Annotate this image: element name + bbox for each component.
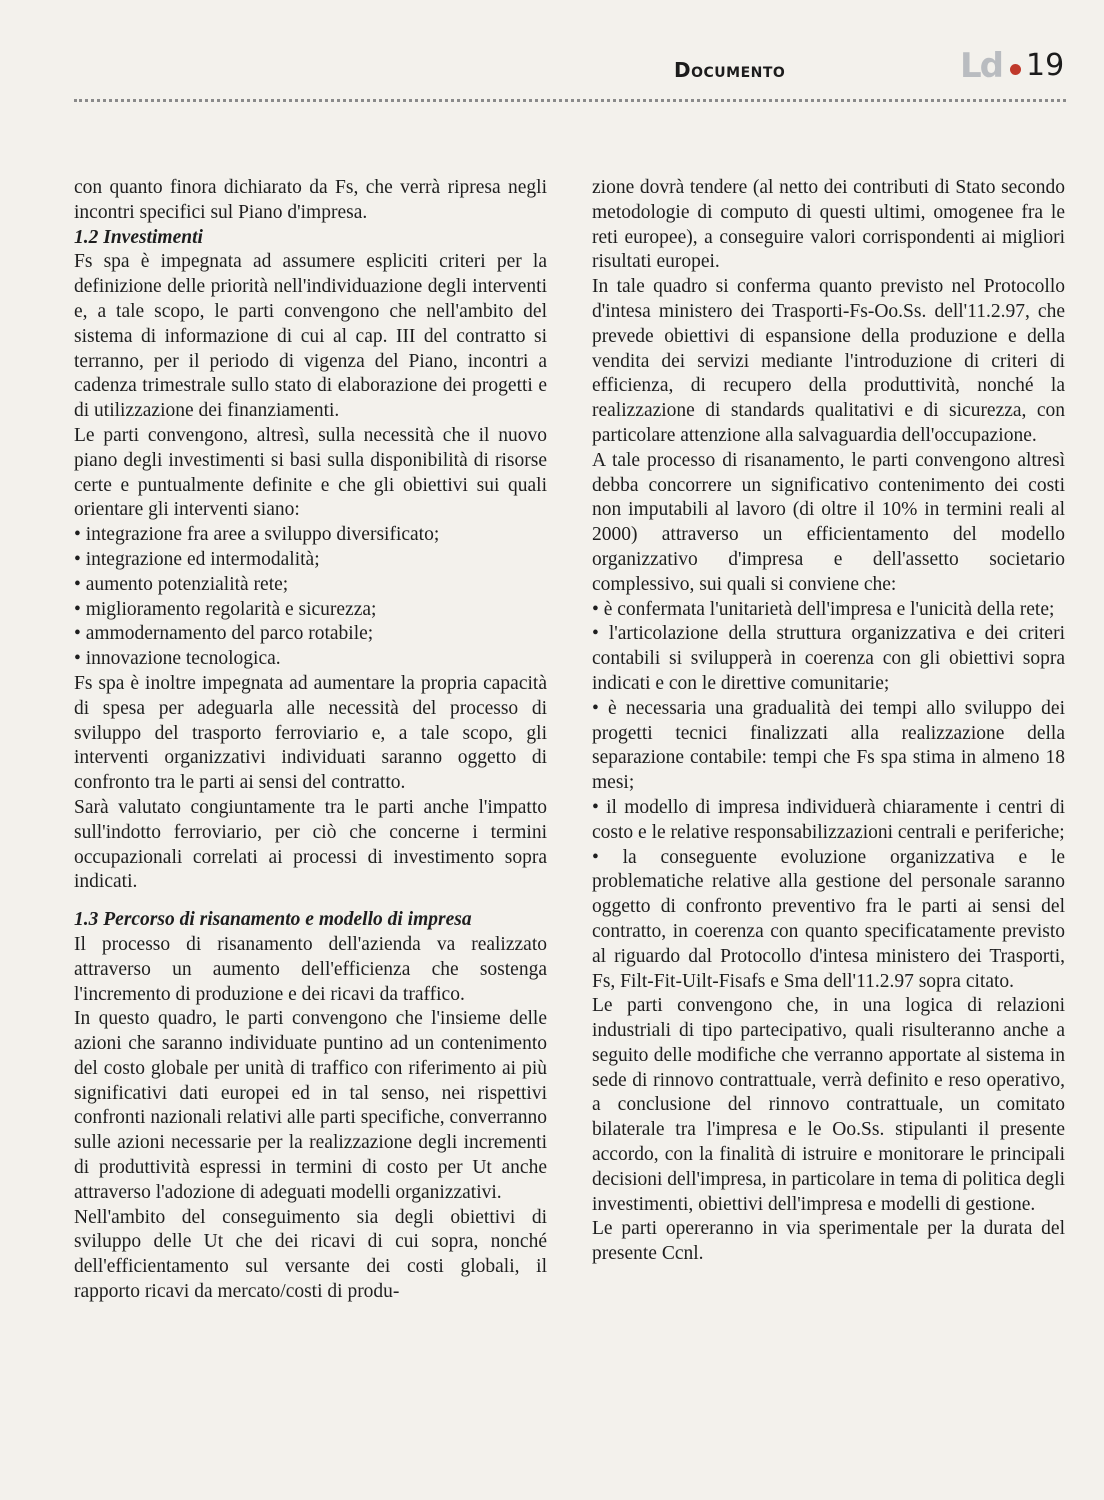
paragraph: Le parti convengono che, in una logica di relazioni industriali di tipo partecipativo, quali risulteranno anche a seguito delle modifiche che verranno apportate al sistema in sede di rinnovo contrattuale, verrà definito e reso operativo, a conclusione del rinnovo contrattuale, un comitato bilaterale tra l'impresa e le Oo.Ss. stipulanti il presente accordo, con la finalità di istruire e monitorare le principali decisioni dell'impresa, in particolare in tema di politica degli investimenti, obiettivi dell'impresa e modelli di gestione. (592, 995, 1065, 1215)
list-item: • aumento potenzialità rete; (74, 573, 547, 598)
list-item: • miglioramento regolarità e sicurezza; (74, 598, 547, 623)
list-item: • l'articolazione della struttura organizzativa e dei criteri contabili si svilupperà in coerenza con gli obiettivi sopra indicati e con le direttive comunitarie; (592, 622, 1065, 696)
page-number: 19 (1026, 48, 1065, 83)
agreement-list (592, 598, 1065, 995)
section-heading-risanamento: 1.3 Percorso di risanamento e modello di impresa (74, 909, 472, 931)
page-header (0, 0, 1104, 110)
list-item: • è confermata l'unitarietà dell'impresa e l'unicità della rete; (592, 598, 1065, 623)
paragraph: A tale processo di risanamento, le parti convengono altresì debba concorrere un significativo contenimento dei costi non imputabili al lavoro (di oltre il 10% in termini reali al 2000) attraverso un efficientamento del modello organizzativo d'impresa e dell'assetto societario complessivo, sui quali si conviene che: (592, 449, 1065, 595)
paragraph: Fs spa è impegnata ad assumere espliciti criteri per la definizione delle priorità nell'individuazione degli interventi e, a tale scopo, le parti convengono che nell'ambito del sistema di informazione di cui al cap. III del contratto si terranno, per il periodo di vigenza del Piano, incontri a cadenza trimestrale sullo stato di elaborazione dei progetti e di utilizzazione dei finanziamenti. (74, 251, 547, 422)
list-item: • è necessaria una gradualità dei tempi allo sviluppo dei progetti tecnici finalizzati alla realizzazione della separazione contabile: tempi che Fs spa stima in almeno 18 mesi; (592, 697, 1065, 796)
section-label: Documento (674, 58, 786, 82)
paragraph: Sarà valutato congiuntamente tra le parti anche l'impatto sull'indotto ferroviario, per ciò che concerne i termini occupazionali correlati ai processi di investimento sopra indicati. (74, 796, 547, 893)
list-item: • il modello di impresa individuerà chiaramente i centri di costo e le relative responsabilizzazioni centrali e periferiche; (592, 796, 1065, 846)
list-item: • integrazione ed intermodalità; (74, 548, 547, 573)
left-column (74, 176, 547, 1305)
paragraph: Il processo di risanamento dell'azienda va realizzato attraverso un aumento dell'efficienza che sostenga l'incremento di produzione e dei ricavi da traffico. (74, 933, 547, 1005)
red-dot-icon (1010, 64, 1021, 75)
paragraph: zione dovrà tendere (al netto dei contributi di Stato secondo metodologie di computo di questi ultimi, omogenee fra le reti europee), a conseguire valori corrispondenti ai migliori risultati europei. (592, 177, 1065, 273)
paragraph: Le parti convengono, altresì, sulla necessità che il nuovo piano degli investimenti si basi sulla disponibilità di risorse certe e puntualmente definite e che gli obiettivi sui quali orientare gli interventi siano: (74, 424, 547, 521)
paragraph: Fs spa è inoltre impegnata ad aumentare la propria capacità di spesa per adeguarla alle necessità del processo di sviluppo del trasporto ferroviario e, a tale scopo, gli interventi organizzativi individuati saranno oggetto di confronto tra le parti ai sensi del contratto. (74, 672, 547, 794)
dotted-divider (74, 99, 1066, 102)
paragraph: Le parti opereranno in via sperimentale per la durata del presente Ccnl. (592, 1218, 1065, 1265)
paragraph: con quanto finora dichiarato da Fs, che verrà ripresa negli incontri specifici sul Piano d'impresa. (74, 177, 547, 223)
list-item: • integrazione fra aree a sviluppo diversificato; (74, 523, 547, 548)
paragraph: In tale quadro si conferma quanto previsto nel Protocollo d'intesa ministero dei Trasporti-Fs-Oo.Ss. dell'11.2.97, che prevede obiettivi di espansione della produzione e della vendita dei servizi mediante l'introduzione di criteri di efficienza, di recupero della produttività, nonché la realizzazione di standards qualitativi e di sicurezza, con particolare attenzione alla salvaguardia dell'occupazione. (592, 276, 1065, 446)
objectives-list (74, 523, 547, 672)
magazine-logo: Ld (960, 46, 1003, 86)
paragraph: Nell'ambito del conseguimento sia degli obiettivi di sviluppo delle Ut che dei ricavi di cui sopra, nonché dell'efficientamento sul versante dei costi globali, il rapporto ricavi da mercato/costi di produ- (74, 1206, 547, 1303)
list-item: • innovazione tecnologica. (74, 647, 547, 672)
section-heading-investimenti: 1.2 Investimenti (74, 226, 203, 248)
list-item: • la conseguente evoluzione organizzativa e le problematiche relative alla gestione del personale saranno oggetto di confronto preventivo fra le parti ai sensi del contratto, in coerenza con quanto specificatamente previsto al riguardo dal Protocollo d'intesa ministero dei Trasporti, Fs, Filt-Fit-Uilt-Fisafs e Sma dell'11.2.97 sopra citato. (592, 846, 1065, 995)
right-column (592, 176, 1065, 1267)
list-item: • ammodernamento del parco rotabile; (74, 622, 547, 647)
paragraph: In questo quadro, le parti convengono che l'insieme delle azioni che saranno individuate puntino ad un contenimento del costo globale per unità di traffico con riferimento ai più significativi dati europei ed in tal senso, nei rispettivi confronti nazionali relativi alle parti specifiche, converranno sulle azioni necessarie per la realizzazione degli incrementi di produttività espressi in termini di costo per Ut anche attraverso l'adozione di adeguati modelli organizzativi. (74, 1008, 547, 1203)
